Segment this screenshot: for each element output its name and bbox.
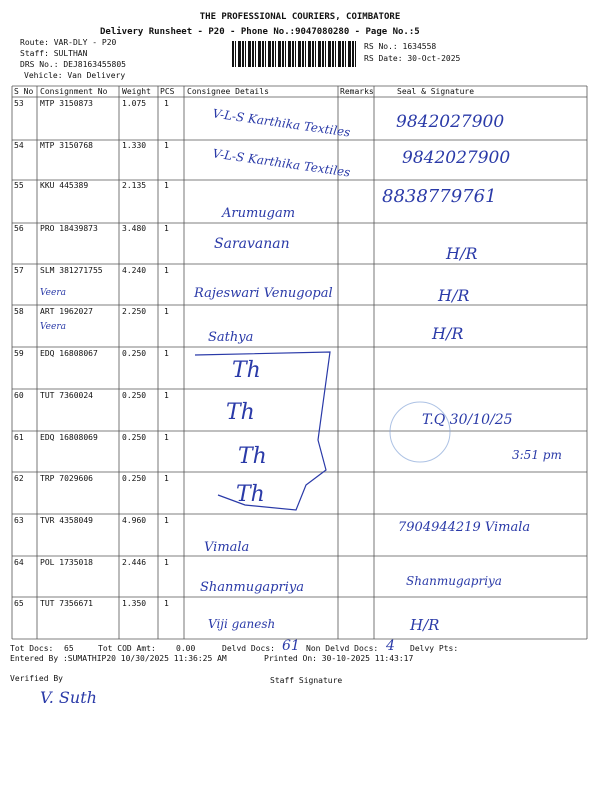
row-signature: 7904944219 Vimala bbox=[398, 520, 531, 535]
row-consignment: POL 1735018 bbox=[40, 558, 93, 567]
row-pcs: 1 bbox=[164, 391, 169, 400]
row-consignee: Shanmugapriya bbox=[200, 580, 304, 595]
col-header-sno: S No bbox=[14, 87, 34, 96]
row-signature: 9842027900 bbox=[402, 148, 511, 168]
row-sno: 65 bbox=[14, 599, 24, 608]
company-name: THE PROFESSIONAL COURIERS, COIMBATORE bbox=[199, 12, 401, 22]
row-weight: 4.240 bbox=[122, 266, 147, 275]
row-sno: 59 bbox=[14, 349, 24, 358]
row-sno: 62 bbox=[14, 474, 24, 483]
row-pcs: 1 bbox=[164, 141, 169, 150]
row-consignee: Th bbox=[238, 444, 267, 469]
row-sno: 60 bbox=[14, 391, 24, 400]
staff-label: Staff: SULTHAN bbox=[20, 49, 88, 58]
row-consignment: MTP 3150768 bbox=[40, 141, 93, 150]
row-sno: 63 bbox=[14, 516, 24, 525]
row-pcs: 1 bbox=[164, 558, 169, 567]
col-header-weight: Weight bbox=[122, 87, 151, 96]
non-delvd-label: Non Delvd Docs: bbox=[306, 644, 379, 653]
row-weight: 0.250 bbox=[122, 391, 147, 400]
row-consignment: KKU 445389 bbox=[40, 181, 89, 190]
row-remark-note: Veera bbox=[40, 322, 66, 332]
row-weight: 2.250 bbox=[122, 307, 147, 316]
rs-date: RS Date: 30-Oct-2025 bbox=[364, 54, 461, 63]
non-delvd-value: 4 bbox=[386, 638, 395, 654]
row-pcs: 1 bbox=[164, 307, 169, 316]
row-sno: 57 bbox=[14, 266, 24, 275]
col-header-remarks: Remarks bbox=[340, 87, 374, 96]
row-sno: 61 bbox=[14, 433, 24, 442]
row-consignee: Saravanan bbox=[214, 236, 290, 252]
tot-cod-value: 0.00 bbox=[176, 644, 196, 653]
vehicle-label: Vehicle: Van Delivery bbox=[24, 71, 126, 80]
row-sno: 58 bbox=[14, 307, 24, 316]
row-weight: 4.960 bbox=[122, 516, 147, 525]
row-pcs: 1 bbox=[164, 474, 169, 483]
row-weight: 1.075 bbox=[122, 99, 147, 108]
row-pcs: 1 bbox=[164, 433, 169, 442]
delvd-docs-label: Delvd Docs: bbox=[222, 644, 275, 653]
row-consignment: TUT 7356671 bbox=[40, 599, 93, 608]
printed-on: Printed On: 30-10-2025 11:43:17 bbox=[264, 654, 414, 663]
row-pcs: 1 bbox=[164, 599, 169, 608]
row-pcs: 1 bbox=[164, 224, 169, 233]
row-weight: 0.250 bbox=[122, 349, 147, 358]
col-header-consignee: Consignee Details bbox=[187, 87, 269, 96]
row-weight: 1.330 bbox=[122, 141, 147, 150]
row-consignee: V-L-S Karthika Textiles bbox=[211, 146, 352, 180]
entered-by: Entered By :SUMATHIP20 10/30/2025 11:36:25 AM bbox=[10, 654, 227, 663]
row-consignee: Sathya bbox=[208, 330, 254, 345]
row-consignee: Th bbox=[236, 482, 265, 507]
row-signature: T.Q 30/10/25 bbox=[422, 412, 513, 428]
verified-signature: V. Suth bbox=[40, 688, 97, 707]
rs-number: RS No.: 1634558 bbox=[364, 42, 437, 51]
row-signature: H/R bbox=[438, 286, 470, 305]
row-consignee: Th bbox=[232, 358, 261, 383]
route-label: Route: VAR-DLY - P20 bbox=[20, 38, 117, 47]
row-consignment: TRP 7029606 bbox=[40, 474, 93, 483]
row-weight: 3.480 bbox=[122, 224, 147, 233]
col-header-pcs: PCS bbox=[160, 87, 175, 96]
row-consignee: Vimala bbox=[204, 540, 250, 555]
row-consignee: V-L-S Karthika Textiles bbox=[211, 106, 352, 140]
row-pcs: 1 bbox=[164, 349, 169, 358]
drs-label: DRS No.: DEJ8163455805 bbox=[20, 60, 126, 69]
tot-docs-value: 65 bbox=[64, 644, 74, 653]
verified-by-label: Verified By bbox=[10, 674, 63, 683]
row-consignment: MTP 3150873 bbox=[40, 99, 93, 108]
row-sno: 56 bbox=[14, 224, 24, 233]
row-consignee: Arumugam bbox=[222, 206, 296, 221]
row-signature: H/R bbox=[432, 324, 464, 343]
row-pcs: 1 bbox=[164, 516, 169, 525]
row-consignment: TUT 7360024 bbox=[40, 391, 93, 400]
col-header-signature: Seal & Signature bbox=[397, 87, 475, 96]
row-signature: 8838779761 bbox=[382, 186, 497, 207]
row-sno: 54 bbox=[14, 141, 24, 150]
row-weight: 2.446 bbox=[122, 558, 147, 567]
row-weight: 2.135 bbox=[122, 181, 147, 190]
row-consignment: EDQ 16808067 bbox=[40, 349, 98, 358]
row-consignment: ART 1962027 bbox=[40, 307, 93, 316]
row-consignee: Th bbox=[226, 400, 255, 425]
row-pcs: 1 bbox=[164, 99, 169, 108]
row-pcs: 1 bbox=[164, 181, 169, 190]
row-weight: 0.250 bbox=[122, 433, 147, 442]
row-weight: 0.250 bbox=[122, 474, 147, 483]
row-signature: H/R bbox=[410, 616, 440, 634]
staff-signature-label: Staff Signature bbox=[270, 676, 343, 685]
row-pcs: 1 bbox=[164, 266, 169, 275]
row-consignment: SLM 381271755 bbox=[40, 266, 103, 275]
row-remark-note: Veera bbox=[40, 288, 66, 298]
row-consignee: Viji ganesh bbox=[208, 617, 276, 631]
row-consignment: EDQ 16808069 bbox=[40, 433, 98, 442]
row-signature: 3:51 pm bbox=[512, 448, 562, 462]
row-consignment: TVR 4358049 bbox=[40, 516, 93, 525]
row-sno: 53 bbox=[14, 99, 24, 108]
row-signature: Shanmugapriya bbox=[406, 574, 502, 588]
row-signature: H/R bbox=[446, 244, 478, 263]
runsheet-title: Delivery Runsheet - P20 - Phone No.:9047080280 - Page No.:5 bbox=[100, 27, 420, 37]
row-signature: 9842027900 bbox=[396, 112, 505, 132]
row-consignee: Rajeswari Venugopal bbox=[194, 286, 333, 301]
delvy-pts-label: Delvy Pts: bbox=[410, 644, 459, 653]
row-sno: 64 bbox=[14, 558, 24, 567]
col-header-consignment: Consignment No bbox=[40, 87, 108, 96]
tot-cod-label: Tot COD Amt: bbox=[98, 644, 156, 653]
row-consignment: PRO 18439873 bbox=[40, 224, 98, 233]
delvd-docs-value: 61 bbox=[282, 638, 300, 654]
row-weight: 1.350 bbox=[122, 599, 147, 608]
tot-docs-label: Tot Docs: bbox=[10, 644, 54, 653]
row-sno: 55 bbox=[14, 181, 24, 190]
